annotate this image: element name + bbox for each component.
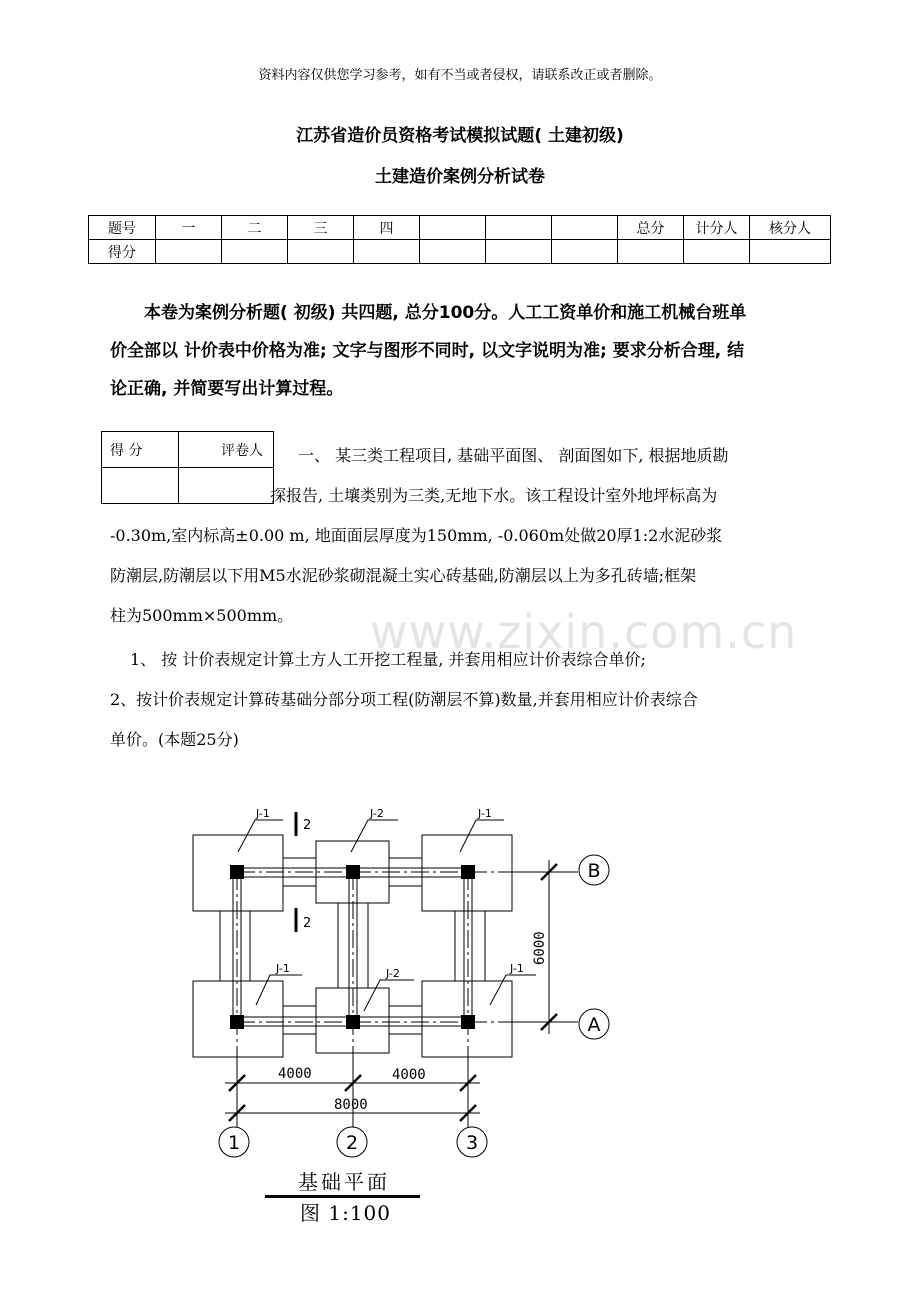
exam-subtitle: 土建造价案例分析试卷 [375, 167, 545, 187]
dimension-text: 8000 [334, 1097, 368, 1113]
label-leader [238, 820, 283, 852]
watermark: www.zixin.com.cn [370, 605, 798, 659]
wall-foundation-strip [220, 911, 250, 981]
axis-label: A [587, 1014, 601, 1036]
grader-name-cell [179, 468, 274, 504]
foundation-plan-drawing [180, 795, 650, 1167]
label-leader [490, 975, 536, 1005]
score-cell [552, 216, 618, 240]
footing-label: J-1 [276, 962, 290, 975]
score-input-cell [486, 240, 552, 264]
dimension-text: 4000 [278, 1066, 312, 1082]
wall-foundation-strip [283, 1006, 316, 1034]
footing-label: J-1 [510, 962, 524, 975]
score-cell [420, 216, 486, 240]
q1-line: 一、 某三类工程项目, 基础平面图、 剖面图如下, 根据地质勘 [298, 446, 729, 465]
instructions-line: 本卷为案例分析题( 初级) 共四题, 总分100分。人工工资单价和施工机械台班单 [144, 303, 747, 323]
label-leader [351, 820, 398, 852]
axis-label: 2 [345, 1132, 359, 1154]
score-cell: 四 [354, 216, 420, 240]
drawing-caption: 基础平面 [298, 1170, 390, 1194]
wall-foundation-strip [389, 1006, 422, 1034]
drawing-scale: 图 1:100 [300, 1201, 391, 1225]
grader-box [101, 431, 274, 504]
axis-label: 3 [465, 1132, 479, 1154]
axis-label: 1 [227, 1132, 241, 1154]
q1-line: 柱为500mm×500mm。 [110, 606, 294, 625]
footing-label: J-1 [256, 807, 270, 820]
score-row-label: 得分 [89, 240, 156, 264]
score-cell: 计分人 [684, 216, 750, 240]
score-table [88, 215, 831, 264]
score-cell: 总分 [618, 216, 684, 240]
axis-label: B [587, 860, 601, 882]
score-input-cell [354, 240, 420, 264]
score-cell [486, 216, 552, 240]
dimension-text: 6000 [532, 931, 548, 965]
score-table-score-row [89, 240, 831, 264]
score-input-cell [750, 240, 831, 264]
score-cell: 一 [156, 216, 222, 240]
grader-score-cell [102, 468, 179, 504]
score-table-header-row [89, 216, 831, 240]
footing-label: J-2 [386, 967, 400, 980]
score-input-cell [288, 240, 354, 264]
footing-label: J-2 [370, 807, 384, 820]
label-leader [460, 820, 504, 852]
instructions-line: 价全部以 计价表中价格为准; 文字与图形不同时, 以文字说明为准; 要求分析合理, 结 [110, 341, 745, 361]
exam-title: 江苏省造价员资格考试模拟试题( 土建初级) [296, 126, 624, 146]
column [461, 865, 475, 879]
score-cell: 题号 [89, 216, 156, 240]
section-number: 2 [303, 818, 312, 833]
header-note: 资料内容仅供您学习参考，如有不当或者侵权，请联系改正或者删除。 [258, 68, 662, 83]
score-input-cell [222, 240, 288, 264]
score-input-cell [420, 240, 486, 264]
score-input-cell [618, 240, 684, 264]
section-number: 2 [303, 916, 312, 931]
label-leader [256, 975, 302, 1005]
column [461, 1015, 475, 1029]
instructions [110, 294, 822, 408]
column [230, 1015, 244, 1029]
score-cell: 二 [222, 216, 288, 240]
score-cell: 三 [288, 216, 354, 240]
column [346, 1015, 360, 1029]
q1-item: 1、 按 计价表规定计算土方人工开挖工程量, 并套用相应计价表综合单价; [130, 650, 646, 669]
score-input-cell [156, 240, 222, 264]
q1-line: 防潮层,防潮层以下用M5水泥砂浆砌混凝土实心砖基础,防潮层以上为多孔砖墙;框架 [110, 566, 697, 585]
q1-item: 单价。(本题25分) [110, 730, 239, 749]
column [230, 865, 244, 879]
q1-line: -0.30m,室内标高±0.00 m, 地面面层厚度为150mm, -0.060m处做20厚1:2水泥砂浆 [110, 526, 723, 545]
dimension-text: 4000 [392, 1067, 426, 1083]
q1-item: 2、按计价表规定计算砖基础分部分项工程(防潮层不算)数量,并套用相应计价表综合 [110, 690, 698, 709]
q1-line: 探报告, 土壤类别为三类,无地下水。该工程设计室外地坪标高为 [270, 486, 718, 505]
score-input-cell [552, 240, 618, 264]
instructions-line: 论正确, 并简要写出计算过程。 [110, 379, 344, 399]
grader-name-label: 评卷人 [179, 432, 274, 468]
score-cell: 核分人 [750, 216, 831, 240]
column [346, 865, 360, 879]
wall-foundation-strip [455, 911, 485, 981]
grader-score-label: 得 分 [102, 432, 179, 468]
footing-label: J-1 [478, 807, 492, 820]
score-input-cell [684, 240, 750, 264]
